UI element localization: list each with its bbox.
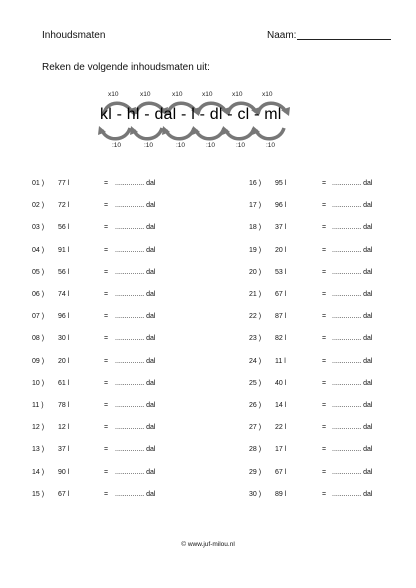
equals-sign: =: [104, 490, 109, 498]
exercise-row: [0, 313, 416, 323]
exercise-row: [0, 180, 416, 190]
multiply-label: x10: [108, 91, 119, 98]
equals-sign: =: [322, 468, 327, 476]
exercise-number: 15 ): [32, 490, 45, 498]
divide-label: :10: [236, 142, 246, 149]
divide-label: :10: [206, 142, 216, 149]
equals-sign: =: [104, 424, 109, 432]
page-title: Inhoudsmaten: [42, 30, 106, 41]
divide-label: :10: [112, 142, 122, 149]
exercise-number: 13 ): [32, 446, 45, 454]
exercise-number: 08 ): [32, 335, 45, 343]
exercise-value: 11 l: [275, 357, 286, 365]
exercise-value: 20 l: [58, 357, 70, 365]
exercise-value: 96 l: [58, 313, 70, 321]
exercise-value: 78 l: [58, 402, 70, 409]
instruction: Reken de volgende inhoudsmaten uit:: [42, 62, 210, 73]
answer-blank[interactable]: ............... dal: [332, 180, 373, 187]
multiply-label: x10: [202, 91, 213, 98]
equals-sign: =: [322, 446, 327, 454]
exercise-value: 56 l: [58, 224, 70, 232]
equals-sign: =: [322, 180, 327, 187]
answer-blank[interactable]: ............... dal: [115, 268, 156, 276]
multiply-label: x10: [232, 91, 243, 98]
exercise-value: 91 l: [58, 246, 70, 254]
exercise-number: 23 ): [249, 335, 262, 343]
equals-sign: =: [322, 424, 327, 432]
exercise-row: [0, 446, 416, 456]
exercise-value: 30 l: [58, 335, 70, 343]
answer-blank[interactable]: ............... dal: [332, 202, 373, 210]
answer-blank[interactable]: ............... dal: [332, 357, 373, 365]
units-text: kl - hl - dal - l - dl - cl - ml: [100, 106, 282, 123]
multiply-label: x10: [262, 91, 273, 98]
exercise-value: 17 l: [275, 446, 287, 454]
equals-sign: =: [322, 490, 327, 498]
answer-blank[interactable]: ............... dal: [332, 468, 373, 476]
exercise-row: [0, 247, 416, 257]
equals-sign: =: [322, 246, 327, 254]
equals-sign: =: [104, 202, 109, 210]
equals-sign: =: [104, 468, 109, 476]
exercise-value: 90 l: [58, 468, 70, 476]
equals-sign: =: [104, 180, 109, 187]
exercise-value: 74 l: [58, 291, 70, 298]
exercise-number: 03 ): [32, 224, 45, 232]
exercise-row: [0, 358, 416, 368]
exercise-value: 56 l: [58, 268, 70, 276]
exercise-number: 24 ): [249, 357, 262, 365]
exercise-number: 02 ): [32, 202, 45, 210]
exercise-value: 14 l: [275, 402, 287, 409]
answer-blank[interactable]: ............... dal: [332, 313, 373, 321]
equals-sign: =: [104, 379, 109, 387]
equals-sign: =: [104, 246, 109, 254]
exercise-row: [0, 224, 416, 234]
equals-sign: =: [104, 357, 109, 365]
exercise-value: 61 l: [58, 379, 70, 387]
equals-sign: =: [104, 446, 109, 454]
multiply-label: x10: [172, 91, 183, 98]
answer-blank[interactable]: ............... dal: [115, 424, 156, 432]
exercise-number: 06 ): [32, 291, 45, 298]
answer-blank[interactable]: ............... dal: [115, 446, 156, 454]
exercise-value: 40 l: [275, 379, 287, 387]
answer-blank[interactable]: ............... dal: [115, 468, 156, 476]
equals-sign: =: [104, 268, 109, 276]
equals-sign: =: [104, 291, 109, 298]
answer-blank[interactable]: ............... dal: [115, 224, 156, 232]
equals-sign: =: [104, 335, 109, 343]
answer-blank[interactable]: ............... dal: [332, 446, 373, 454]
answer-blank[interactable]: ............... dal: [115, 202, 156, 210]
answer-blank[interactable]: ............... dal: [115, 335, 156, 343]
exercise-value: 87 l: [275, 313, 287, 321]
exercise-row: [0, 380, 416, 390]
exercise-row: [0, 491, 416, 501]
answer-blank[interactable]: ............... dal: [115, 379, 156, 387]
exercise-value: 67 l: [275, 291, 287, 298]
exercise-row: [0, 469, 416, 479]
exercise-number: 21 ): [249, 291, 262, 298]
exercise-number: 05 ): [32, 268, 45, 276]
exercise-number: 11 ): [32, 402, 44, 409]
exercise-value: 82 l: [275, 335, 287, 343]
answer-blank[interactable]: ............... dal: [115, 291, 156, 298]
exercise-value: 89 l: [275, 490, 287, 498]
exercise-number: 30 ): [249, 490, 262, 498]
exercise-number: 19 ): [249, 246, 262, 254]
exercise-row: [0, 291, 416, 301]
exercise-number: 14 ): [32, 468, 45, 476]
name-label: Naam:: [267, 30, 297, 41]
equals-sign: =: [322, 291, 327, 298]
equals-sign: =: [322, 202, 327, 210]
answer-blank[interactable]: ............... dal: [115, 490, 156, 498]
answer-blank[interactable]: ............... dal: [332, 490, 373, 498]
answer-blank[interactable]: ............... dal: [115, 180, 156, 187]
equals-sign: =: [322, 313, 327, 321]
exercise-number: 18 ): [249, 224, 262, 232]
exercise-value: 67 l: [275, 468, 287, 476]
answer-blank[interactable]: ............... dal: [332, 379, 373, 387]
exercise-number: 10 ): [32, 379, 45, 387]
equals-sign: =: [322, 357, 327, 365]
exercise-value: 95 l: [275, 180, 287, 187]
exercise-row: [0, 424, 416, 434]
exercise-value: 22 l: [275, 424, 287, 432]
answer-blank[interactable]: ............... dal: [332, 424, 373, 432]
answer-blank[interactable]: ............... dal: [332, 291, 373, 298]
exercise-number: 04 ): [32, 246, 45, 254]
equals-sign: =: [104, 224, 109, 232]
exercise-value: 37 l: [275, 224, 287, 232]
answer-blank[interactable]: ............... dal: [332, 224, 373, 232]
answer-blank[interactable]: ............... dal: [332, 246, 373, 254]
exercise-number: 16 ): [249, 180, 262, 187]
answer-blank[interactable]: ............... dal: [115, 246, 156, 254]
divide-label: :10: [176, 142, 186, 149]
exercise-number: 22 ): [249, 313, 262, 321]
exercise-number: 20 ): [249, 268, 262, 276]
divide-label: :10: [144, 142, 154, 149]
equals-sign: =: [322, 402, 327, 409]
exercise-value: 72 l: [58, 202, 70, 210]
exercise-number: 29 ): [249, 468, 262, 476]
equals-sign: =: [322, 335, 327, 343]
exercise-value: 67 l: [58, 490, 70, 498]
exercise-number: 07 ): [32, 313, 45, 321]
answer-blank[interactable]: ............... dal: [115, 357, 156, 365]
exercise-row: [0, 402, 416, 412]
exercise-number: 09 ): [32, 357, 45, 365]
multiply-label: x10: [140, 91, 151, 98]
equals-sign: =: [322, 224, 327, 232]
exercise-value: 12 l: [58, 424, 70, 432]
exercise-number: 25 ): [249, 379, 262, 387]
answer-blank[interactable]: ............... dal: [115, 402, 156, 409]
exercise-number: 28 ): [249, 446, 262, 454]
exercise-row: [0, 202, 416, 212]
exercise-value: 37 l: [58, 446, 70, 454]
equals-sign: =: [104, 402, 109, 409]
exercise-number: 01 ): [32, 180, 45, 187]
exercise-value: 77 l: [58, 180, 70, 187]
exercise-value: 53 l: [275, 268, 287, 276]
exercise-number: 26 ): [249, 402, 262, 409]
exercise-number: 12 ): [32, 424, 45, 432]
answer-blank[interactable]: ............... dal: [332, 335, 373, 343]
exercise-row: [0, 269, 416, 279]
exercise-number: 27 ): [249, 424, 262, 432]
exercise-value: 20 l: [275, 246, 287, 254]
answer-blank[interactable]: ............... dal: [332, 402, 373, 409]
answer-blank[interactable]: ............... dal: [332, 268, 373, 276]
equals-sign: =: [322, 379, 327, 387]
exercise-value: 96 l: [275, 202, 287, 210]
divide-label: :10: [266, 142, 276, 149]
footer-copyright: © www.juf-milou.nl: [181, 541, 235, 548]
equals-sign: =: [104, 313, 109, 321]
equals-sign: =: [322, 268, 327, 276]
exercise-number: 17 ): [249, 202, 262, 210]
answer-blank[interactable]: ............... dal: [115, 313, 156, 321]
exercise-row: [0, 335, 416, 345]
